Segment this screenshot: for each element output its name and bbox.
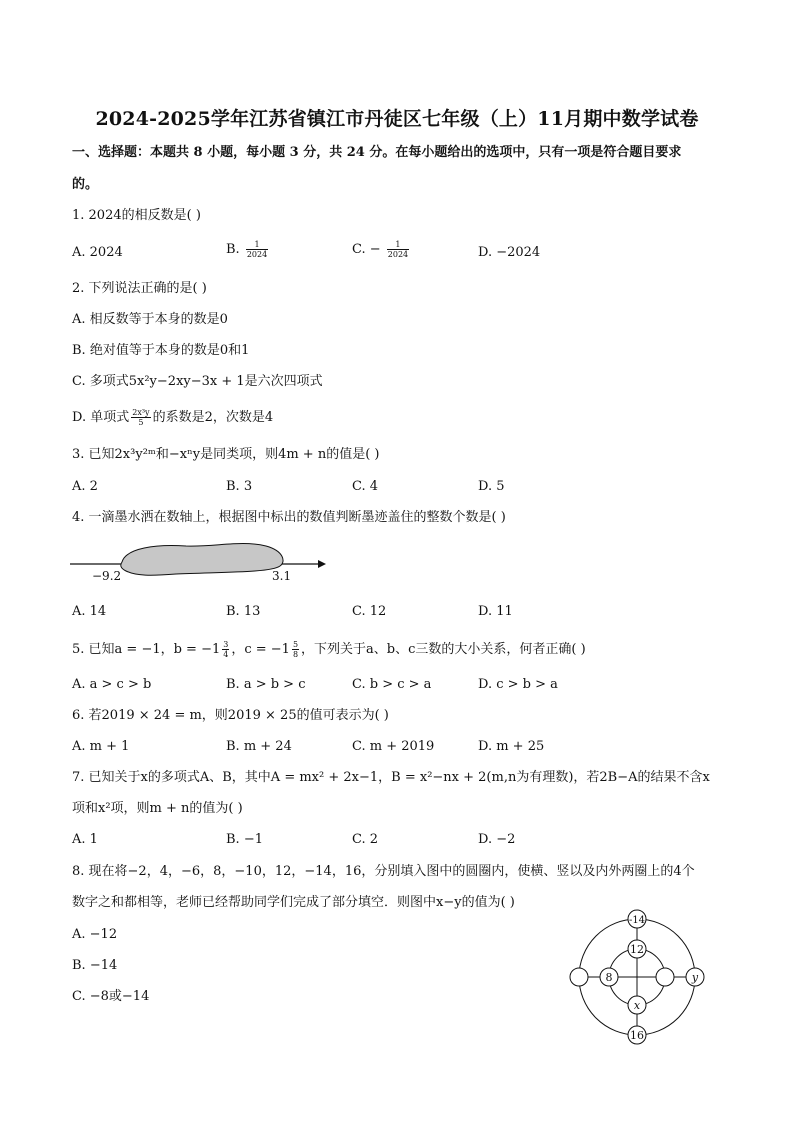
q8-option-b: B. −14 [72,958,118,973]
q5-stem-part1: 5. 已知a = −1，b = −1 [72,642,221,657]
section-header-cont: 的。 [72,177,99,192]
fraction-denominator: 5 [138,418,144,427]
q7-option-d: D. −2 [478,832,516,847]
q8-option-c: C. −8或−14 [72,989,150,1004]
q2-option-c: C. 多项式5x²y−2xy−3x + 1是六次四项式 [72,374,323,389]
node-bottom-outer-value: 16 [630,1029,644,1042]
q5-option-d: D. c > b > a [478,677,558,692]
q1-option-b-prefix: B. [226,242,240,257]
q7-stem-line1: 7. 已知关于x的多项式A、B，其中A = mx² + 2x−1，B = x²−nx + 2(m,n为有理数)，若2B−A的结果不含x [72,770,710,785]
q4-option-a: A. 14 [72,604,107,619]
q5-stem-part3: ，下列关于a、b、c三数的大小关系，何者正确( ) [301,642,586,657]
q2-option-a: A. 相反数等于本身的数是0 [72,312,228,327]
q8-stem-line1: 8. 现在将−2，4，−6，8，−10，12，−14，16，分别填入图中的圆圈内，使横、竖以及内外两圈上的4个 [72,864,695,879]
fraction-numerator: 3 [223,640,229,649]
fraction-numerator: 2x³y [132,408,150,417]
fraction-denominator: 8 [292,650,299,659]
q5-stem [72,640,586,659]
fraction-numerator: 1 [387,240,409,250]
q5-b-fraction [222,640,229,659]
q1-option-c-fraction [387,240,409,259]
q7-option-a: A. 1 [72,832,98,847]
q6-option-a: A. m + 1 [72,739,130,754]
node-right-outer-value: y [691,971,699,984]
q6-option-b: B. m + 24 [226,739,292,754]
node-top-outer-value: -14 [628,915,646,926]
number-line-figure [66,538,336,586]
q1-stem: 1. 2024的相反数是( ) [72,208,201,223]
fraction-denominator: 4 [223,650,229,659]
q2-option-d-fraction [131,408,150,427]
q4-option-d: D. 11 [478,604,513,619]
q4-option-c: C. 12 [352,604,387,619]
q3-option-c: C. 4 [352,479,379,494]
fraction-denominator: 2024 [387,250,409,259]
q7-option-c: C. 2 [352,832,379,847]
q5-option-a: A. a > c > b [72,677,152,692]
q2-option-d-prefix: D. 单项式 [72,410,130,425]
q1-option-d: D. −2024 [478,245,541,260]
q4-option-b: B. 13 [226,604,261,619]
q3-option-d: D. 5 [478,479,505,494]
q2-option-d-suffix: 的系数是2，次数是4 [152,410,274,425]
q6-option-d: D. m + 25 [478,739,545,754]
q5-stem-part2: ，c = −1 [231,642,290,657]
fraction-numerator: 1 [246,240,268,250]
q3-stem: 3. 已知2x³y²ᵐ和−xⁿy是同类项，则4m + n的值是( ) [72,447,380,462]
q5-option-b: B. a > b > c [226,677,306,692]
left-value-label: −9.2 [92,569,122,583]
q1-option-a: A. 2024 [72,245,123,260]
node-top-inner-value: 12 [630,943,644,956]
node-bottom-inner-value: x [633,999,641,1012]
q5-c-fraction [292,640,299,659]
node-left-inner-value: 8 [605,971,613,984]
q6-stem: 6. 若2019 × 24 = m，则2019 × 25的值可表示为( ) [72,708,389,723]
q2-option-b: B. 绝对值等于本身的数是0和1 [72,343,250,358]
section-header: 一、选择题：本题共 8 小题，每小题 3 分，共 24 分。在每小题给出的选项中，只有一项是符合题目要求 [72,145,682,160]
q3-option-b: B. 3 [226,479,253,494]
fraction-denominator: 2024 [246,250,268,259]
q1-option-b [226,240,270,259]
q8-option-a: A. −12 [72,927,118,942]
q2-option-d [72,408,273,427]
q5-option-c: C. b > c > a [352,677,432,692]
q6-option-c: C. m + 2019 [352,739,435,754]
q2-stem: 2. 下列说法正确的是( ) [72,281,207,296]
fraction-numerator: 5 [292,640,299,649]
right-value-label: 3.1 [272,569,292,583]
q8-stem-line2: 数字之和都相等，老师已经帮助同学们完成了部分填空．则图中x−y的值为( ) [72,895,515,910]
node-left-outer [570,968,588,986]
magic-circle-diagram [565,905,715,1050]
q3-option-a: A. 2 [72,479,98,494]
q4-stem: 4. 一滴墨水洒在数轴上，根据图中标出的数值判断墨迹盖住的整数个数是( ) [72,510,506,525]
q7-stem-line2: 项和x²项，则m + n的值为( ) [72,801,243,816]
axis-arrow-icon [318,560,326,568]
page-title: 2024-2025学年江苏省镇江市丹徒区七年级（上）11月期中数学试卷 [95,108,699,130]
q7-option-b: B. −1 [226,832,263,847]
ink-blot [121,544,283,576]
q1-option-c [352,240,411,259]
q1-option-c-prefix: C. − [352,242,381,257]
node-right-inner [656,968,674,986]
q1-option-b-fraction [246,240,268,259]
